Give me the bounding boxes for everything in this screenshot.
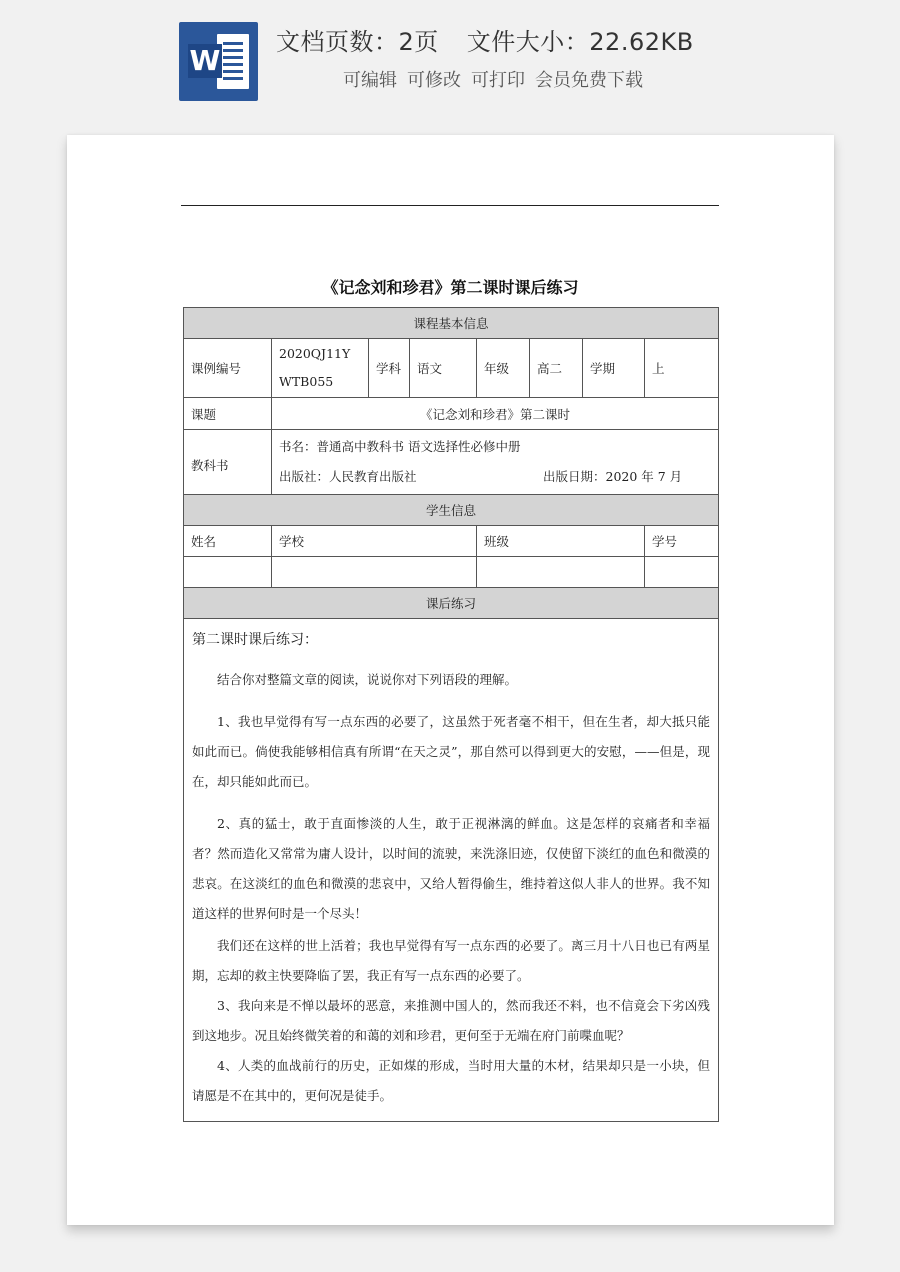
- textbook-details: [272, 430, 719, 495]
- header-rule: [181, 205, 719, 206]
- exercise-instruction: 结合你对整篇文章的阅读，说说你对下列语段的理解。: [217, 672, 518, 687]
- feature-printable: 可打印: [471, 70, 525, 91]
- file-stats: [276, 22, 694, 57]
- page-count: 文档页数：2页: [276, 28, 439, 56]
- section-header-row: [184, 495, 719, 526]
- name-cell[interactable]: [184, 557, 272, 588]
- book-name: 书名：普通高中教科书 语文选择性必修中册: [279, 439, 521, 454]
- student-header-row: [184, 526, 719, 557]
- course-id-value: 2020QJ11YWTB055: [272, 339, 369, 398]
- school-cell[interactable]: [272, 557, 477, 588]
- exercise-section-header: 课后练习: [184, 588, 719, 619]
- word-document-icon: [179, 22, 258, 101]
- class-label: 班级: [477, 526, 645, 557]
- topic-value: 《记念刘和珍君》第二课时: [272, 398, 719, 430]
- exercise-item-1: 1、我也早觉得有写一点东西的必要了，这虽然于死者毫不相干，但在生者，却大抵只能如此而已。倘使我能够相信真有所谓“在天之灵”，那自然可以得到更大的安慰，——但是，现在，却只能如此而已。: [192, 714, 711, 789]
- term-label: 学期: [583, 339, 645, 398]
- topic-row: [184, 398, 719, 430]
- document-title: 《记念刘和珍君》第二课时课后练习: [322, 278, 579, 297]
- subject-label: 学科: [369, 339, 410, 398]
- document-page: [67, 135, 834, 1225]
- subject-value: 语文: [410, 339, 477, 398]
- student-no-cell[interactable]: [645, 557, 719, 588]
- document-info-banner: [0, 0, 900, 130]
- word-letter-icon: W: [189, 44, 221, 77]
- textbook-row: [184, 430, 719, 495]
- grade-label: 年级: [477, 339, 530, 398]
- grade-value: 高二: [530, 339, 583, 398]
- student-no-label: 学号: [645, 526, 719, 557]
- feature-member-download: 会员免费下载: [535, 70, 643, 91]
- student-input-row: [184, 557, 719, 588]
- section-header-row: [184, 588, 719, 619]
- file-size: 文件大小：22.62KB: [466, 28, 694, 56]
- course-id-label: 课例编号: [184, 339, 272, 398]
- feature-list: [343, 66, 653, 92]
- exercise-heading: 第二课时课后练习：: [192, 632, 318, 648]
- exercise-item-3: 3、我向来是不惮以最坏的恶意，来推测中国人的，然而我还不料，也不信竟会下劣凶残到这地步。况且始终微笑着的和蔼的刘和珍君，更何至于无端在府门前喋血呢？: [192, 998, 711, 1043]
- textbook-label: 教科书: [184, 430, 272, 495]
- exercise-item-4: 4、人类的血战前行的历史，正如煤的形成，当时用大量的木材，结果却只是一小块，但请愿是不在其中的，更何况是徒手。: [192, 1058, 711, 1103]
- school-label: 学校: [272, 526, 477, 557]
- feature-modifiable: 可修改: [407, 70, 461, 91]
- course-info-row: [184, 339, 719, 398]
- name-label: 姓名: [184, 526, 272, 557]
- book-publish-line: [279, 462, 711, 492]
- course-form-table: [183, 307, 719, 1122]
- class-cell[interactable]: [477, 557, 645, 588]
- course-section-header: 课程基本信息: [184, 308, 719, 339]
- book-publisher: 出版社：人民教育出版社: [279, 469, 417, 484]
- exercise-content: [184, 619, 719, 1122]
- exercise-row: [184, 619, 719, 1122]
- feature-editable: 可编辑: [343, 70, 397, 91]
- student-section-header: 学生信息: [184, 495, 719, 526]
- exercise-item-2-continued: 我们还在这样的世上活着；我也早觉得有写一点东西的必要了。离三月十八日也已有两星期，忘却的救主快要降临了罢，我正有写一点东西的必要了。: [192, 938, 711, 983]
- exercise-item-2: 2、真的猛士，敢于直面惨淡的人生，敢于正视淋漓的鲜血。这是怎样的哀痛者和幸福者？然而造化又常常为庸人设计，以时间的流驶，来洗涤旧迹，仅使留下淡红的血色和微漠的悲哀。在这淡红的血色和微漠的悲哀中，又给人暂得偷生，维持着这似人非人的世界。我不知道这样的世界何时是一个尽头！: [192, 816, 711, 921]
- term-value: 上: [645, 339, 719, 398]
- topic-label: 课题: [184, 398, 272, 430]
- section-header-row: [184, 308, 719, 339]
- book-publish-date: 出版日期：2020 年 7 月: [543, 469, 683, 484]
